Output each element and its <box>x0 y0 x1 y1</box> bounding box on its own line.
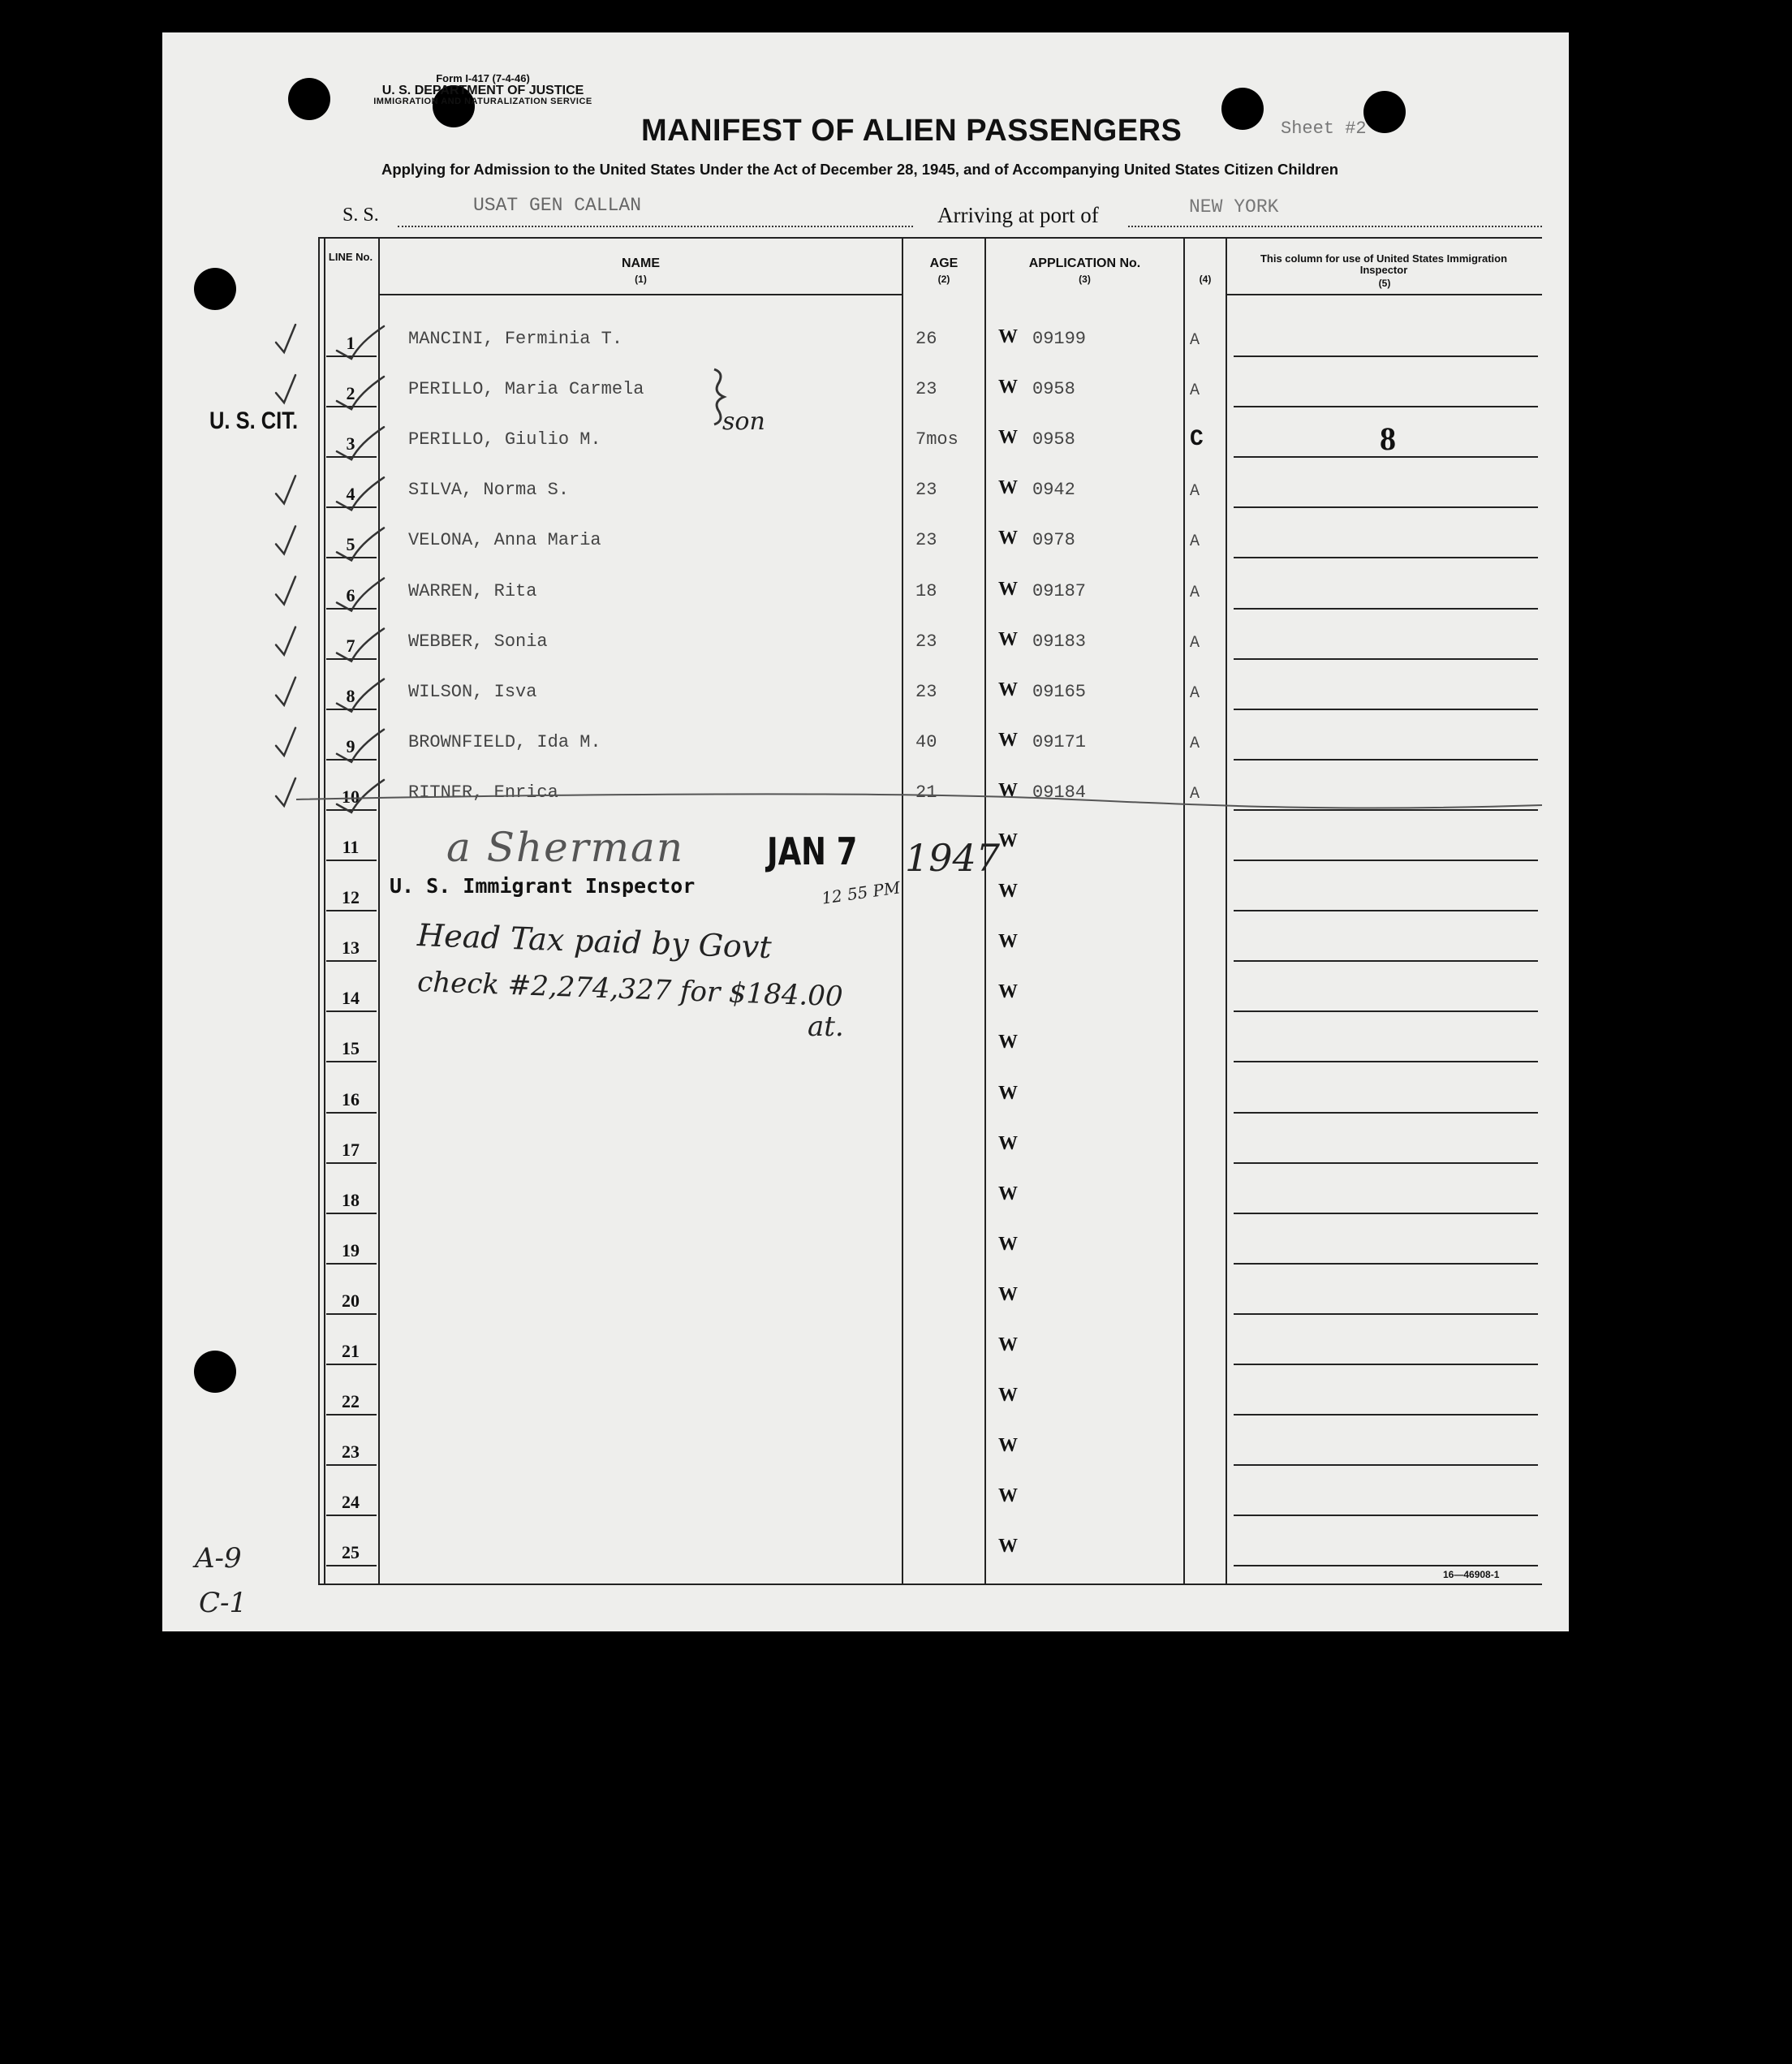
passenger-age: 23 <box>915 379 937 400</box>
head-tax-initials: at. <box>808 1010 844 1043</box>
application-prefix: W <box>998 981 1018 1003</box>
application-prefix: W <box>998 326 1018 347</box>
application-prefix: W <box>998 881 1018 903</box>
line-number: 13 <box>342 937 360 959</box>
line-number: 7 <box>346 635 355 656</box>
admission-status: A <box>1190 583 1200 602</box>
application-prefix: W <box>998 1132 1018 1154</box>
application-prefix: W <box>998 1385 1018 1407</box>
application-number: 09165 <box>1032 681 1087 702</box>
admission-status: A <box>1190 331 1200 350</box>
application-number: 0978 <box>1032 530 1075 551</box>
application-prefix: W <box>998 1183 1018 1204</box>
us-citizen-note: U. S. CIT. <box>209 407 299 434</box>
line-number: 11 <box>342 837 360 857</box>
check-mark <box>337 528 384 560</box>
passenger-name: MANCINI, Ferminia T. <box>408 329 623 349</box>
pen-marks <box>162 32 1569 1631</box>
application-prefix: W <box>998 377 1018 399</box>
line-number: 22 <box>342 1391 360 1412</box>
column-header-inspector-number: (5) <box>1378 278 1391 289</box>
passenger-name: WARREN, Rita <box>408 580 537 601</box>
passenger-age: 7mos <box>915 429 958 450</box>
application-prefix: W <box>998 427 1018 449</box>
stamp-year: 1947 <box>905 836 1001 880</box>
line-number: 1 <box>346 333 355 353</box>
application-prefix: W <box>998 679 1018 700</box>
check-mark <box>276 678 295 705</box>
total-line <box>296 794 1542 808</box>
application-prefix: W <box>998 729 1018 751</box>
line-number: 8 <box>346 685 355 706</box>
line-number: 23 <box>342 1441 360 1463</box>
line-number: 4 <box>346 484 355 505</box>
application-prefix: W <box>998 1082 1018 1104</box>
application-prefix: W <box>998 830 1018 851</box>
passenger-name: BROWNFIELD, Ida M. <box>408 731 601 752</box>
application-number: 0942 <box>1032 480 1075 501</box>
page-title: MANIFEST OF ALIEN PASSENGERS <box>641 114 1182 148</box>
line-number: 12 <box>342 887 360 908</box>
passenger-age: 21 <box>915 782 937 803</box>
application-prefix: W <box>998 528 1018 549</box>
application-number: 0958 <box>1032 429 1075 450</box>
application-number: 09199 <box>1032 329 1087 349</box>
stamp-date: JAN 7 <box>767 829 858 873</box>
check-mark <box>276 627 295 655</box>
line-number: 18 <box>342 1189 360 1210</box>
admission-status: A <box>1190 784 1200 804</box>
check-mark <box>276 476 295 503</box>
passenger-age: 23 <box>915 480 937 501</box>
admission-status: A <box>1190 532 1200 552</box>
port-label: Arriving at port of <box>937 203 1099 227</box>
line-number: 19 <box>342 1239 360 1260</box>
application-prefix: W <box>998 1032 1018 1054</box>
passenger-age: 18 <box>915 580 937 601</box>
stamp-inspector-title: U. S. Immigrant Inspector <box>390 874 696 898</box>
application-prefix: W <box>998 1435 1018 1457</box>
admission-status: A <box>1190 482 1200 502</box>
application-prefix: W <box>998 931 1018 953</box>
application-prefix: W <box>998 1283 1018 1305</box>
application-prefix: W <box>998 477 1018 499</box>
passenger-name: PERILLO, Giulio M. <box>408 429 601 450</box>
column-header-application: APPLICATION No. <box>1028 256 1141 270</box>
passenger-name: RITNER, Enrica <box>408 782 558 803</box>
line-number: 16 <box>342 1088 360 1110</box>
line-number: 6 <box>346 584 355 605</box>
form-footer-code: 16—46908-1 <box>1443 1569 1500 1580</box>
column-header-age: AGE <box>929 256 958 270</box>
check-mark <box>337 579 384 611</box>
check-mark <box>276 375 295 403</box>
margin-note-c1: C-1 <box>199 1587 248 1619</box>
line-number: 20 <box>342 1290 360 1311</box>
ship-label: S. S. <box>342 205 379 226</box>
line-number: 5 <box>346 534 355 555</box>
check-mark <box>337 377 384 409</box>
application-prefix: W <box>998 1233 1018 1255</box>
column-header-name: NAME <box>621 256 661 270</box>
application-prefix: W <box>998 779 1018 801</box>
brace-mark <box>714 369 724 424</box>
line-number: 9 <box>346 735 355 756</box>
application-number: 09187 <box>1032 580 1087 601</box>
passenger-age: 26 <box>915 329 937 349</box>
column-header-col4-number: (4) <box>1199 274 1212 285</box>
manifest-sheet <box>162 32 1569 1631</box>
column-header-line-no: LINE No. <box>328 251 373 263</box>
column-header-name-number: (1) <box>635 274 647 285</box>
page-subtitle: Applying for Admission to the United States Under the Act of December 28, 1945, and of Accompanying United States Citizen Children <box>381 161 1339 178</box>
check-mark <box>276 778 295 806</box>
son-note: son <box>722 407 765 436</box>
head-tax-note-line2: check #2,274,327 for $184.00 <box>416 966 844 1014</box>
passenger-age: 23 <box>915 681 937 702</box>
check-mark <box>337 427 384 459</box>
check-mark <box>276 577 295 605</box>
application-prefix: W <box>998 1334 1018 1355</box>
line-number: 24 <box>342 1492 360 1513</box>
check-mark <box>337 780 384 812</box>
passenger-name: VELONA, Anna Maria <box>408 530 601 551</box>
service-name: IMMIGRATION AND NATURALIZATION SERVICE <box>373 97 592 107</box>
line-number: 21 <box>342 1341 360 1361</box>
application-number: 09184 <box>1032 782 1087 803</box>
admission-status: C <box>1190 427 1204 453</box>
stamp-time: 12 55 PM <box>820 877 902 908</box>
line-number: 2 <box>346 383 355 404</box>
application-prefix: W <box>998 628 1018 650</box>
passenger-name: SILVA, Norma S. <box>408 480 570 501</box>
check-mark <box>337 679 384 712</box>
check-mark <box>337 629 384 661</box>
application-number: 09171 <box>1032 731 1087 752</box>
application-number: 09183 <box>1032 631 1087 652</box>
check-mark <box>337 477 384 510</box>
column-header-application-number: (3) <box>1079 274 1091 285</box>
check-mark <box>276 526 295 554</box>
line-number: 25 <box>342 1542 360 1563</box>
application-prefix: W <box>998 578 1018 600</box>
application-prefix: W <box>998 1485 1018 1507</box>
form-number: Form I-417 (7-4-46) <box>436 72 530 84</box>
passenger-name: PERILLO, Maria Carmela <box>408 379 644 400</box>
passenger-name: WILSON, Isva <box>408 681 537 702</box>
margin-note-a9: A-9 <box>195 1542 242 1575</box>
line-number: 10 <box>342 786 360 807</box>
line-number: 14 <box>342 988 360 1009</box>
passenger-name: WEBBER, Sonia <box>408 631 548 652</box>
line-number: 15 <box>342 1038 360 1059</box>
passenger-age: 40 <box>915 731 937 752</box>
application-prefix: W <box>998 1536 1018 1558</box>
line-number: 17 <box>342 1139 360 1160</box>
admission-status: A <box>1190 683 1200 703</box>
passenger-age: 23 <box>915 530 937 551</box>
head-tax-note-line1: Head Tax paid by Govt <box>416 917 773 966</box>
check-mark <box>276 728 295 756</box>
admission-status: A <box>1190 633 1200 653</box>
application-number: 0958 <box>1032 379 1075 400</box>
ship-name: USAT GEN CALLAN <box>473 195 642 216</box>
column-header-inspector: This column for use of United States Immigration Inspector <box>1260 252 1508 276</box>
check-mark <box>276 325 295 352</box>
port-name: NEW YORK <box>1189 196 1279 218</box>
inspector-signature: a Sherman <box>446 824 685 871</box>
sheet-number: Sheet #2 <box>1281 118 1367 139</box>
column-header-age-number: (2) <box>937 274 950 285</box>
inspector-mark-row3: 8 <box>1380 420 1396 457</box>
passenger-age: 23 <box>915 631 937 652</box>
admission-status: A <box>1190 734 1200 753</box>
check-mark <box>337 326 384 359</box>
department-name: U. S. DEPARTMENT OF JUSTICE <box>381 83 584 97</box>
check-mark <box>337 730 384 762</box>
admission-status: A <box>1190 381 1200 401</box>
line-number: 3 <box>346 433 355 455</box>
